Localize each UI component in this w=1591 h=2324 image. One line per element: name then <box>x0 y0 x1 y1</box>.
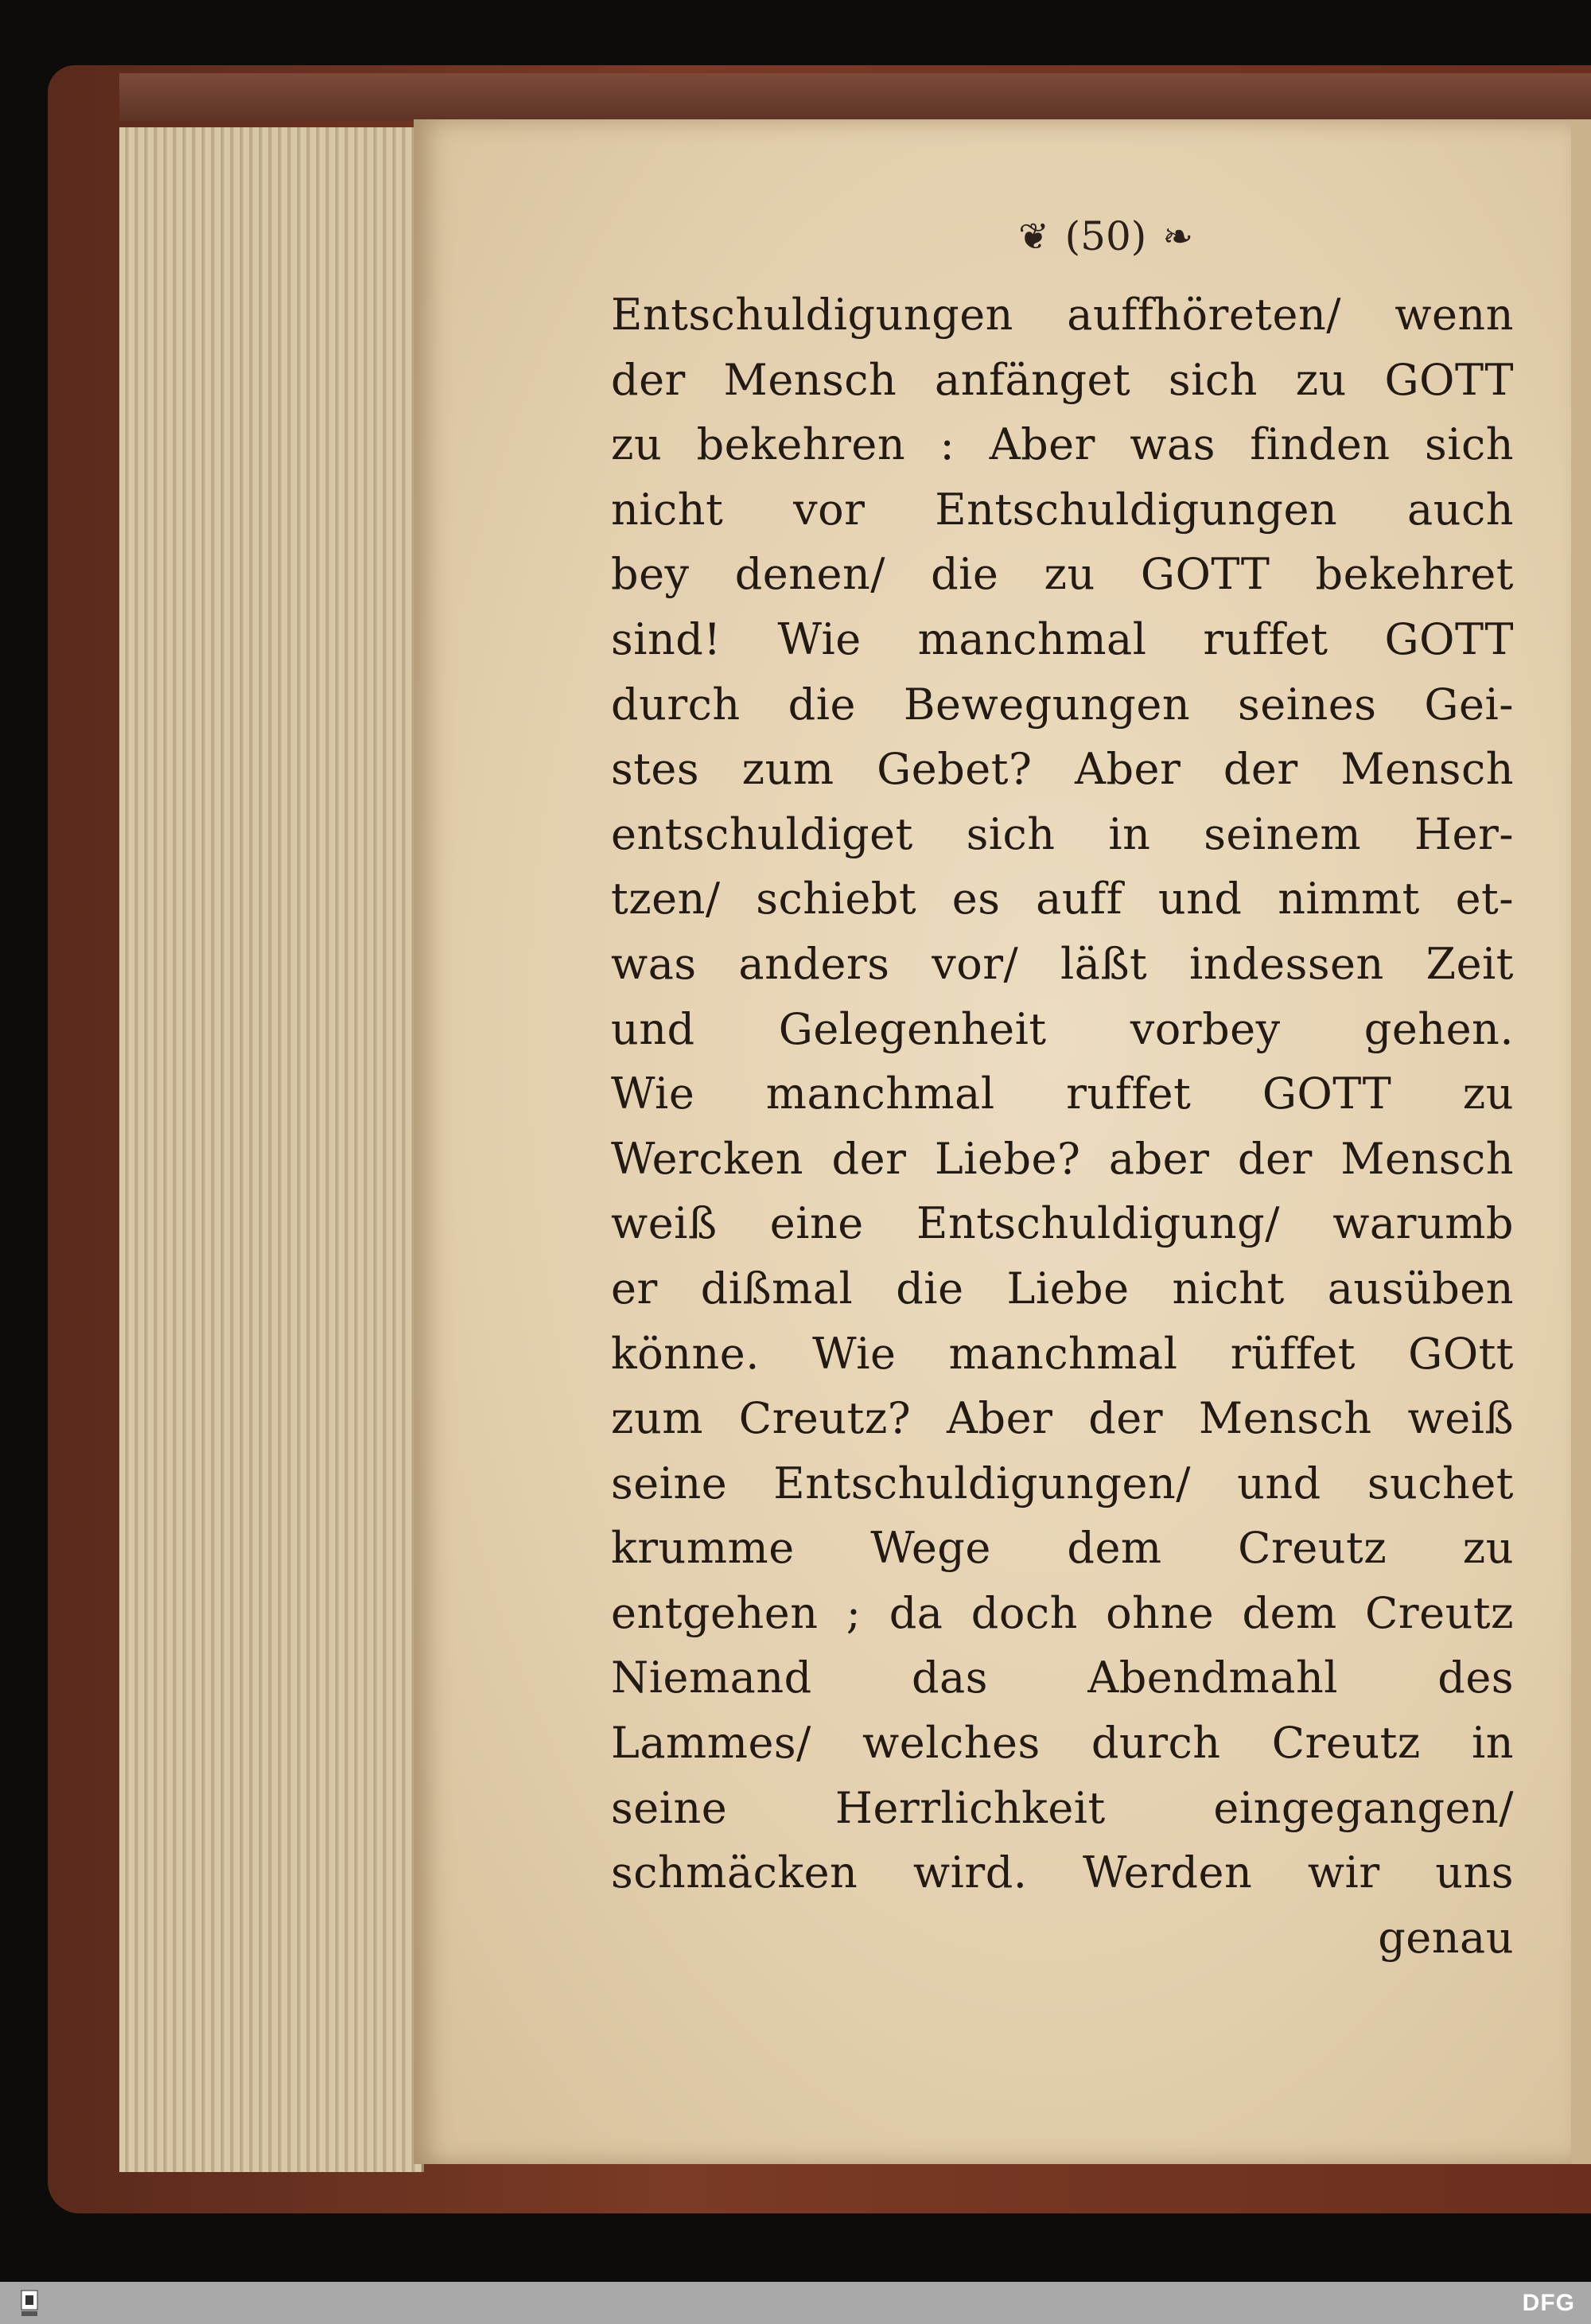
text-line: Wercken der Liebe? aber der Mensch <box>611 1133 1514 1184</box>
text-line: entschuldiget sich in seinem Her- <box>611 808 1514 859</box>
text-line: krumme Wege dem Creutz zu <box>611 1523 1514 1574</box>
page-header <box>947 208 1265 264</box>
text-line: weiß eine Entschuldigung/ warumb <box>611 1198 1514 1249</box>
text-line: tzen/ schiebt es auff und nimmt et- <box>611 874 1514 925</box>
text-line: durch die Bewegungen seines Gei- <box>611 679 1514 730</box>
viewer-footer-bar <box>0 2282 1591 2324</box>
text-line: Niemand das Abendmahl des <box>611 1652 1514 1703</box>
page-number: (50) <box>1064 213 1147 259</box>
left-ornament-icon: ❦ <box>1018 215 1049 258</box>
text-line: seine Entschuldigungen/ und suchet <box>611 1458 1514 1508</box>
dfg-logo: DFG <box>1522 2289 1575 2316</box>
text-line: bey denen/ die zu GOTT bekehret <box>611 549 1514 600</box>
text-line: nicht vor Entschuldigungen auch <box>611 484 1514 535</box>
text-line: Entschuldigungen auffhöreten/ wenn <box>611 290 1514 340</box>
text-line: sind! Wie manchmal ruffet GOTT <box>611 613 1514 664</box>
page-text <box>611 282 1514 1970</box>
text-line: schmäcken wird. Werden wir uns <box>611 1847 1514 1898</box>
book-top-edge <box>119 73 1591 121</box>
text-line: er dißmal die Liebe nicht ausüben <box>611 1263 1514 1314</box>
text-line: stes zum Gebet? Aber der Mensch <box>611 744 1514 795</box>
page-stack <box>119 127 424 2172</box>
text-line: was anders vor/ läßt indessen Zeit <box>611 938 1514 989</box>
right-page-edge <box>1571 119 1591 2164</box>
text-line: Lammes/ welches durch Creutz in <box>611 1718 1514 1769</box>
text-line: zum Creutz? Aber der Mensch weiß <box>611 1393 1514 1444</box>
text-line: entgehen ; da doch ohne dem Creutz <box>611 1587 1514 1638</box>
text-line: zu bekehren : Aber was finden sich <box>611 419 1514 470</box>
text-line: könne. Wie manchmal rüffet GOtt <box>611 1328 1514 1379</box>
right-ornament-icon: ❧ <box>1162 215 1193 258</box>
catchword: genau <box>1378 1912 1514 1963</box>
text-line: der Mensch anfänget sich zu GOTT <box>611 354 1514 405</box>
library-crest-icon <box>16 2287 43 2319</box>
text-line: seine Herrlichkeit eingegangen/ <box>611 1782 1514 1833</box>
text-line: und Gelegenheit vorbey gehen. <box>611 1003 1514 1054</box>
text-line: Wie manchmal ruffet GOTT zu <box>611 1069 1514 1119</box>
